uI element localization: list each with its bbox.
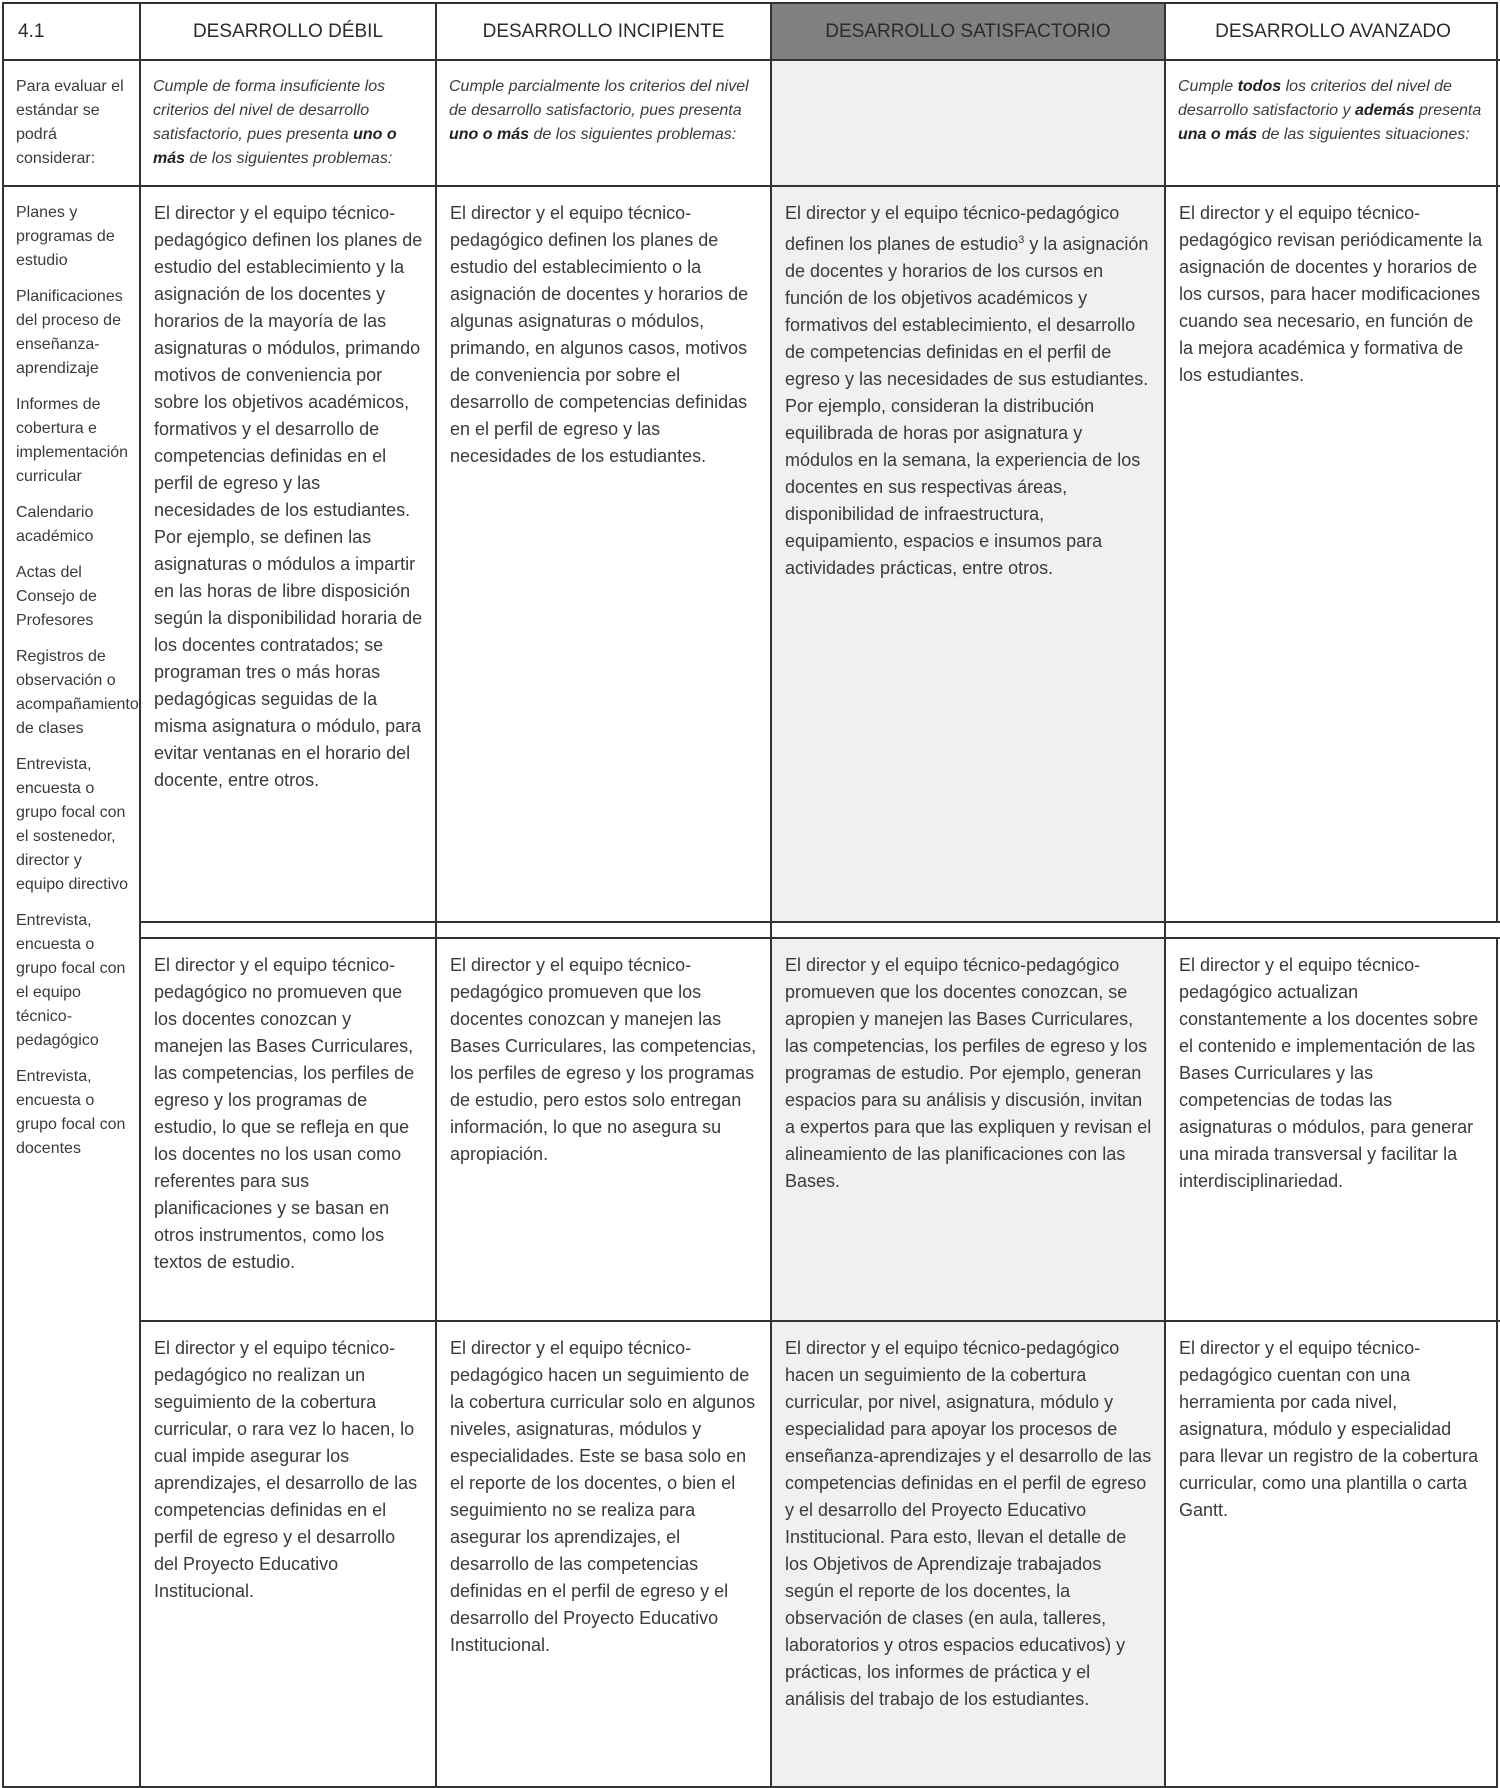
evidence-item: Informes de cobertura e implementación curricular [16,396,129,485]
evidence-item: Entrevista, encuesta o grupo focal con docentes [16,1068,126,1157]
intro-emphasis: todos [1237,78,1282,95]
header-debil: DESARROLLO DÉBIL [141,4,437,61]
row1-debil: El director y el equipo técnico-pedagógico definen los planes de estudio del establecimiento y la asignación de los docentes y horarios de la mayoría de las asignaturas o módulos, primando motivos de conveniencia por sobre los objetivos académicos, formativos y el desarrollo de competencias definidas en el perfil de egreso y las necesidades de los estudiantes. Por ejemplo, se definen las asignaturas o módulos a impartir en las horas de libre disposición según la disponibilidad horaria de los docentes contratados; se programan tres o más horas pedagógicas seguidas de la misma asignatura o módulo, para evitar ventanas en el horario del docente, entre otros. [141,187,437,923]
row1-avanzado: El director y el equipo técnico-pedagógico revisan periódicamente la asignación de docentes y horarios de los cursos, para hacer modificaciones cuando sea necesario, en función de la mejora académica y formativa de los estudiantes. [1166,187,1500,923]
evidence-intro: Para evaluar el estándar se podrá considerar: [4,61,141,187]
intro-satisfactorio [772,61,1166,187]
row1-incipiente: El director y el equipo técnico-pedagógico definen los planes de estudio del establecimiento o la asignación de docentes y horarios de algunas asignaturas o módulos, primando, en algunos casos, motivos de conveniencia por sobre el desarrollo de competencias definidas en el perfil de egreso y las necesidades de los estudiantes. [437,187,772,923]
intro-text: Cumple de forma insuficiente los criterios del nivel de desarrollo satisfactorio, pues presenta [153,78,386,143]
page-break [141,923,437,939]
intro-emphasis: además [1354,102,1415,119]
row2-incipiente: El director y el equipo técnico-pedagógico promueven que los docentes conozcan y manejen las Bases Curriculares, las competencias, los perfiles de egreso y los programas de estudio, pero estos solo entregan información, lo que no asegura su apropiación. [437,939,772,1322]
row2-avanzado: El director y el equipo técnico-pedagógico actualizan constantemente a los docentes sobre el contenido e implementación de las Bases Curriculares y las competencias de todas las asignaturas o módulos, para generar una mirada transversal y facilitar la interdisciplinariedad. [1166,939,1500,1322]
evidence-item: Planes y programas de estudio [16,204,115,269]
evidence-item: Calendario académico [16,504,94,545]
intro-text: los criterios del nivel de desarrollo satisfactorio y [1178,78,1452,119]
evidence-item: Entrevista, encuesta o grupo focal con el sostenedor, director y equipo directivo [16,756,129,893]
intro-emphasis: uno o más [449,126,530,143]
evidence-item: Planificaciones del proceso de enseñanza-aprendizaje [16,288,123,377]
page-break [437,923,772,939]
header-incipiente: DESARROLLO INCIPIENTE [437,4,772,61]
row3-debil: El director y el equipo técnico-pedagógico no realizan un seguimiento de la cobertura curricular, o rara vez lo hacen, lo cual impide asegurar los aprendizajes, el desarrollo de las competencias definidas en el perfil de egreso y el desarrollo del Proyecto Educativo Institucional. [141,1322,437,1786]
row3-satisfactorio: El director y el equipo técnico-pedagógico hacen un seguimiento de la cobertura curricular, por nivel, asignatura, módulo y especialidad para apoyar los procesos de enseñanza-aprendizajes y el desarrollo de las competencias definidas en el perfil de egreso y el desarrollo del Proyecto Educativo Institucional. Para esto, llevan el detalle de los Objetivos de Aprendizaje trabajados según el reporte de los docentes, la observación de clases (en aula, talleres, laboratorios y otros espacios educativos) y prácticas, los informes de práctica y el análisis del trabajo de los estudiantes. [772,1322,1166,1786]
page-break [772,923,1166,939]
intro-text: Cumple [1178,78,1238,95]
intro-emphasis: una o más [1178,126,1258,143]
page-break [1166,923,1500,939]
evidence-list [4,187,141,1786]
intro-text: Cumple parcialmente los criterios del nivel de desarrollo satisfactorio, pues presenta [449,78,749,119]
evidence-item: Entrevista, encuesta o grupo focal con el equipo técnico-pedagógico [16,912,126,1049]
intro-text: de las siguientes situaciones: [1257,126,1470,143]
row3-avanzado: El director y el equipo técnico-pedagógico cuentan con una herramienta por cada nivel, asignatura, módulo y especialidad para llevar un registro de la cobertura curricular, como una plantilla o carta Gantt. [1179,1338,1479,1520]
footnote-ref: 3 [1018,234,1025,246]
header-avanzado: DESARROLLO AVANZADO [1166,4,1500,61]
intro-text: de los siguientes problemas: [529,126,737,143]
row1-satisfactorio [772,187,1166,923]
intro-incipiente [437,61,772,187]
evidence-item: Registros de observación o acompañamiento de clases [16,648,139,737]
evidence-item: Actas del Consejo de Profesores [16,564,97,629]
cell-text: y la asignación de docentes y horarios de los cursos en función de los objetivos académicos y formativos del establecimiento, el desarrollo de competencias definidas en el perfil de egreso y las necesidades de sus estudiantes. Por ejemplo, consideran la distribución equilibrada de horas por asignatura y módulos en la semana, la experiencia de los docentes en sus respectivas áreas, disponibilidad de infraestructura, equipamiento, espacios e insumos para actividades prácticas, entre otros. [785,234,1149,578]
header-satisfactorio: DESARROLLO SATISFACTORIO [772,4,1166,61]
intro-text: de los siguientes problemas: [185,150,393,167]
standard-number: 4.1 [4,4,141,61]
row2-satisfactorio: El director y el equipo técnico-pedagógico promueven que los docentes conozcan, se apropien y manejen las Bases Curriculares, las competencias, los perfiles de egreso y los programas de estudio. Por ejemplo, generan espacios para su análisis y discusión, invitan a expertos para que las expliquen y revisan el alineamiento de las planificaciones con las Bases. [772,939,1166,1322]
row3-incipiente: El director y el equipo técnico-pedagógico hacen un seguimiento de la cobertura curricular solo en algunos niveles, asignaturas, módulos y especialidades. Este se basa solo en el reporte de los docentes, o bien el seguimiento no se realiza para asegurar los aprendizajes, el desarrollo de las competencias definidas en el perfil de egreso y el desarrollo del Proyecto Educativo Institucional. [437,1322,772,1786]
intro-emphasis: uno o más [153,126,397,167]
cell-text: El director y el equipo técnico-pedagógico definen los planes de estudio [785,203,1120,254]
intro-avanzado [1166,61,1500,187]
row2-debil: El director y el equipo técnico-pedagógico no promueven que los docentes conozcan y manejen las Bases Curriculares, las competencias, los perfiles de egreso y los programas de estudio, lo que se refleja en que los docentes no los usan como referentes para sus planificaciones y se basan en otros instrumentos, como los textos de estudio. [141,939,437,1322]
rubric-table [2,2,1498,1788]
intro-text: presenta [1414,102,1482,119]
intro-debil [141,61,437,187]
